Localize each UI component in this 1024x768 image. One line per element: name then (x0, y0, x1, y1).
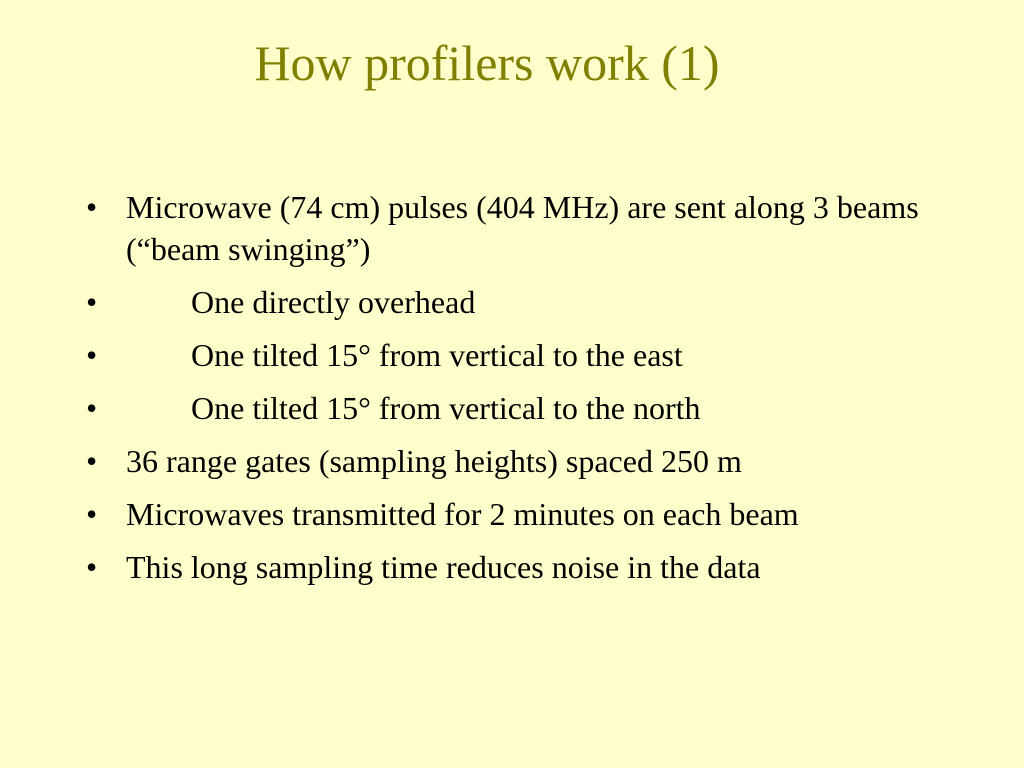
bullet-text: One tilted 15° from vertical to the north (191, 390, 701, 426)
bullet-item (84, 186, 964, 270)
bullet-text: One directly overhead (191, 284, 476, 320)
bullet-mark: • (86, 443, 98, 479)
bullet-mark: • (86, 549, 98, 585)
bullet-text: One tilted 15° from vertical to the east (191, 337, 683, 373)
bullet-text: Microwaves transmitted for 2 minutes on each beam (126, 496, 799, 532)
bullet-mark: • (86, 337, 98, 373)
slide-title: How profilers work (1) (254, 35, 720, 91)
bullet-mark: • (86, 390, 98, 426)
bullet-list (84, 186, 964, 599)
bullet-text: Microwave (74 cm) pulses (404 MHz) are sent along 3 beams (“beam swinging”) (126, 189, 919, 267)
bullet-item (84, 281, 964, 323)
bullet-item (84, 334, 964, 376)
bullet-item (84, 493, 964, 535)
bullet-text: 36 range gates (sampling heights) spaced 250 m (126, 443, 742, 479)
bullet-item (84, 387, 964, 429)
bullet-mark: • (86, 189, 98, 225)
bullet-item (84, 546, 964, 588)
bullet-text: This long sampling time reduces noise in the data (126, 549, 761, 585)
bullet-mark: • (86, 496, 98, 532)
bullet-mark: • (86, 284, 98, 320)
bullet-item (84, 440, 964, 482)
